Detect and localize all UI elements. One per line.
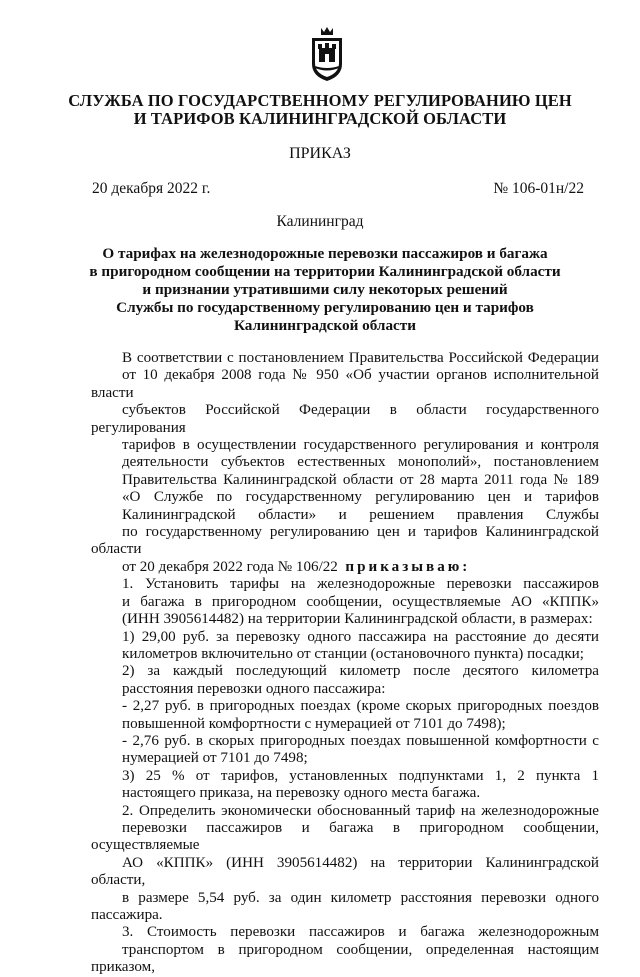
clause-1: 1. Установить тарифы на железнодорожные перевозки пассажиров и багажа в пригородном сообщении, осуществляемые АО «КППК» (ИНН 3905614482) на территории Калининградской области, в размерах: bbox=[122, 576, 599, 628]
agency-line-2: И ТАРИФОВ КАЛИНИНГРАДСКОЙ ОБЛАСТИ bbox=[133, 109, 507, 128]
agency-name bbox=[60, 92, 580, 128]
document-subject bbox=[70, 245, 580, 335]
document-city: Калининград bbox=[276, 213, 364, 230]
preamble-paragraph: В соответствии с постановлением Правительства Российской Федерации от 10 декабря 2008 года № 950 «Об участии органов исполнительной власти субъектов Российской Федерации в области государственного регулирования тарифов в осуществлении государственного регулирования и контроля деятельности субъектов естественных монополий», постановлением Правительства Калининградской области от 28 марта 2011 года № 189 «О Службе по государственному регулированию цен и тарифов Калининградской области» и решением правления Службы по государственному регулированию цен и тарифов Калининградской области от 20 декабря 2022 года № 106/22 приказываю: bbox=[91, 350, 599, 575]
clause-1-2-b: - 2,76 руб. в скорых пригородных поездах повышенной комфортности с нумерацией от 7101 до 7498; bbox=[122, 732, 599, 767]
document-type: ПРИКАЗ bbox=[289, 145, 351, 162]
agency-line-1: СЛУЖБА ПО ГОСУДАРСТВЕННОМУ РЕГУЛИРОВАНИЮ ЦЕН bbox=[68, 91, 572, 110]
clause-3: 3. Стоимость перевозки пассажиров и багажа железнодорожным транспортом в пригородном сообщении, определенная настоящим приказом, bbox=[91, 924, 599, 976]
document-body bbox=[91, 350, 599, 977]
document-date: 20 декабря 2022 г. bbox=[92, 180, 211, 197]
coat-of-arms-icon bbox=[309, 26, 345, 82]
orders-word: приказываю: bbox=[345, 558, 471, 575]
subject-line: в пригородном сообщении на территории Калининградской области bbox=[89, 263, 561, 280]
subject-line: О тарифах на железнодорожные перевозки пассажиров и багажа bbox=[102, 245, 548, 262]
subject-line: Службы по государственному регулированию цен и тарифов bbox=[116, 299, 534, 316]
clause-1-3: 3) 25 % от тарифов, установленных подпунктами 1, 2 пункта 1 настоящего приказа, на перевозку одного места багажа. bbox=[122, 767, 599, 802]
document-number: № 106-01н/22 bbox=[493, 180, 584, 197]
clause-1-2-a: - 2,27 руб. в пригородных поездах (кроме скорых пригородных поездов повышенной комфортности с нумерацией от 7101 до 7498); bbox=[122, 698, 599, 732]
subject-line: и признании утратившими силу некоторых решений bbox=[142, 281, 508, 298]
subject-line: Калининградской области bbox=[234, 317, 416, 334]
clause-2: 2. Определить экономически обоснованный тариф на железнодорожные перевозки пассажиров и багажа в пригородном сообщении, осуществляемые АО «КППК» (ИНН 3905614482) на территории Калининградской области, в размере 5,54 руб. за один километр расстояния перевозки одного пассажира. bbox=[91, 802, 599, 923]
preamble-last-line: от 20 декабря 2022 года № 106/22 bbox=[122, 558, 338, 575]
clause-1-1: 1) 29,00 руб. за перевозку одного пассажира на расстояние до десяти километров включительно от станции (остановочного пункта) посадки; bbox=[122, 628, 599, 662]
clause-1-2: 2) за каждый последующий километр после десятого километра расстояния перевозки одного пассажира: bbox=[122, 663, 599, 697]
